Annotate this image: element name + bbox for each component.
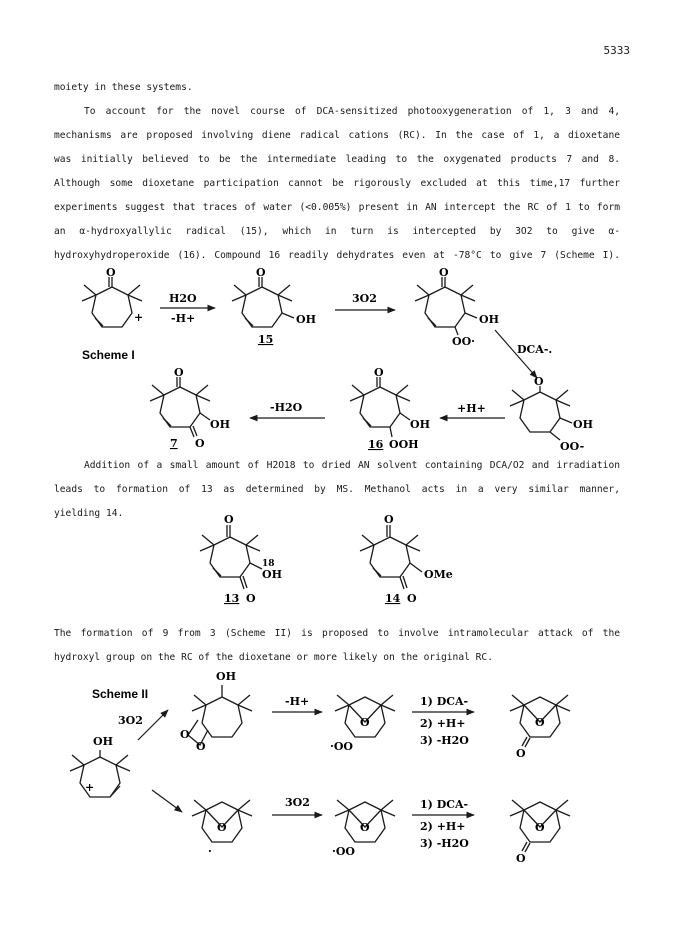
molecule-7 bbox=[150, 366, 230, 450]
atom-OH: OH bbox=[93, 735, 113, 748]
atom-OH: OH bbox=[262, 568, 282, 581]
reagent-minus-h: -H+ bbox=[171, 312, 196, 325]
atom-O: O bbox=[407, 592, 417, 605]
text-line: Although some dioxetane participation cannot be rigorously excluded at this time,17 further bbox=[54, 178, 620, 189]
isotope-label: 18 bbox=[262, 559, 275, 569]
atom-O: O bbox=[196, 740, 206, 753]
arrow-steps-upper bbox=[412, 695, 474, 747]
atom-OO-radical: OO· bbox=[452, 335, 475, 348]
molecule-3-radical-cation bbox=[70, 735, 130, 797]
atom-O: O bbox=[516, 747, 526, 760]
scheme-1-title: Scheme I bbox=[82, 348, 135, 362]
atom-OMe: OMe bbox=[424, 568, 453, 581]
reagent-minus-h: -H+ bbox=[285, 695, 310, 708]
products-13-14 bbox=[200, 513, 453, 605]
arrow-lower-3o2 bbox=[272, 796, 322, 815]
reagent-plus-h: +H+ bbox=[457, 402, 486, 415]
step-1: 1) DCA- bbox=[420, 695, 469, 708]
atom-O: O bbox=[246, 592, 256, 605]
molecule-9-lower bbox=[510, 800, 570, 865]
atom-O: O bbox=[535, 716, 545, 729]
reagent-3o2: 3O2 bbox=[118, 714, 143, 727]
step-3: 3) -H2O bbox=[420, 837, 469, 850]
atom-O: O bbox=[439, 266, 449, 279]
arrow-minus-h2o bbox=[250, 401, 325, 418]
molecule-14 bbox=[360, 513, 453, 605]
reagent-3o2: 3O2 bbox=[352, 292, 377, 305]
atom-OO-anion: OO- bbox=[560, 440, 585, 453]
step-2: 2) +H+ bbox=[420, 820, 466, 833]
text-line: Addition of a small amount of H2O18 to dried AN solvent containing DCA/O2 and irradiation bbox=[84, 460, 620, 471]
atom-OH: OH bbox=[216, 670, 236, 683]
arrow-dca bbox=[495, 330, 552, 378]
molecule-peroxy-radical bbox=[415, 266, 499, 348]
atom-OH: OH bbox=[210, 418, 230, 431]
reagent-3o2: 3O2 bbox=[285, 796, 310, 809]
atom-O: O bbox=[195, 437, 205, 450]
reagent-minus-h2o: -H2O bbox=[270, 401, 303, 414]
atom-O: O bbox=[534, 375, 544, 388]
atom-O: O bbox=[535, 821, 545, 834]
atom-O: O bbox=[217, 821, 227, 834]
arrow-plus-h bbox=[440, 402, 505, 418]
step-3: 3) -H2O bbox=[420, 734, 469, 747]
molecule-peroxide-anion bbox=[510, 375, 593, 453]
molecule-bicyclic-peroxy-lower bbox=[332, 800, 395, 858]
text-line: hydroxyl group on the RC of the dioxetane or more likely on the original RC. bbox=[54, 652, 493, 663]
atom-O: O bbox=[360, 821, 370, 834]
text-line: was initially believed to be the intermediate leading to the oxygenated products 7 and 8. bbox=[54, 154, 620, 165]
molecule-radical-cation bbox=[82, 266, 143, 327]
text-line: experiments suggest that traces of water (<0.005%) present in AN intercept the RC of 1 to form bbox=[54, 202, 620, 213]
radical-cation-mark: + bbox=[134, 311, 144, 324]
molecule-16 bbox=[350, 366, 430, 451]
atom-OOH: OOH bbox=[389, 438, 419, 451]
scheme-2 bbox=[70, 670, 570, 865]
atom-OH: OH bbox=[573, 418, 593, 431]
arrow-upper-3o2 bbox=[118, 710, 168, 740]
atom-OH: OH bbox=[296, 313, 316, 326]
arrow-3o2 bbox=[335, 292, 395, 310]
atom-O: O bbox=[224, 513, 234, 526]
molecule-bicyclic-radical-lower bbox=[192, 800, 252, 858]
atom-O: O bbox=[360, 716, 370, 729]
scheme-2-title: Scheme II bbox=[92, 687, 149, 701]
molecule-dioxetane bbox=[180, 670, 252, 753]
text-line: hydroxyhydroperoxide (16). Compound 16 readily dehydrates even at -78°C to give 7 (Scheme I). bbox=[54, 250, 620, 261]
label-7: 7 bbox=[170, 437, 178, 450]
arrow-steps-lower bbox=[412, 798, 474, 850]
reagent-dca: DCA-. bbox=[517, 343, 553, 356]
molecule-bicyclic-peroxy-upper bbox=[330, 695, 395, 753]
label-16: 16 bbox=[368, 438, 384, 451]
step-2: 2) +H+ bbox=[420, 717, 466, 730]
atom-O: O bbox=[180, 728, 190, 741]
atom-OO-radical: ·OO bbox=[330, 740, 353, 753]
arrow-lower bbox=[152, 790, 182, 812]
text-line: To account for the novel course of DCA-sensitized photooxygeneration of 1, 3 and 4, bbox=[84, 106, 620, 117]
atom-O: O bbox=[384, 513, 394, 526]
step-1: 1) DCA- bbox=[420, 798, 469, 811]
atom-OO-radical: ·OO bbox=[332, 845, 355, 858]
atom-O: O bbox=[174, 366, 184, 379]
atom-O: O bbox=[516, 852, 526, 865]
atom-OH: OH bbox=[479, 313, 499, 326]
molecule-15 bbox=[232, 266, 316, 346]
molecule-13 bbox=[200, 513, 282, 605]
atom-O: O bbox=[106, 266, 116, 279]
text-line: The formation of 9 from 3 (Scheme II) is proposed to involve intramolecular attack of the bbox=[54, 628, 620, 639]
text-line: an α-hydroxyallylic radical (15), which in turn is intercepted by 3O2 to give α- bbox=[54, 226, 620, 237]
label-13: 13 bbox=[224, 592, 240, 605]
text-line: moiety in these systems. bbox=[54, 82, 193, 93]
atom-O: O bbox=[256, 266, 266, 279]
label-14: 14 bbox=[385, 592, 401, 605]
molecule-9-upper bbox=[510, 695, 570, 760]
radical-cation-mark: + bbox=[85, 781, 95, 794]
scheme-1 bbox=[82, 266, 593, 453]
label-15: 15 bbox=[258, 333, 274, 346]
text-line: mechanisms are proposed involving diene radical cations (RC). In the case of 1, a dioxetane bbox=[54, 130, 620, 141]
arrow-h2o bbox=[160, 292, 215, 325]
reagent-h2o: H2O bbox=[169, 292, 197, 305]
arrow-minus-h bbox=[272, 695, 322, 712]
text-line: yielding 14. bbox=[54, 508, 124, 519]
radical-dot: · bbox=[208, 845, 212, 858]
text-line: leads to formation of 13 as determined by MS. Methanol acts in a very similar manner, bbox=[54, 484, 620, 495]
atom-OH: OH bbox=[410, 418, 430, 431]
atom-O: O bbox=[374, 366, 384, 379]
page-number: 5333 bbox=[603, 44, 630, 57]
